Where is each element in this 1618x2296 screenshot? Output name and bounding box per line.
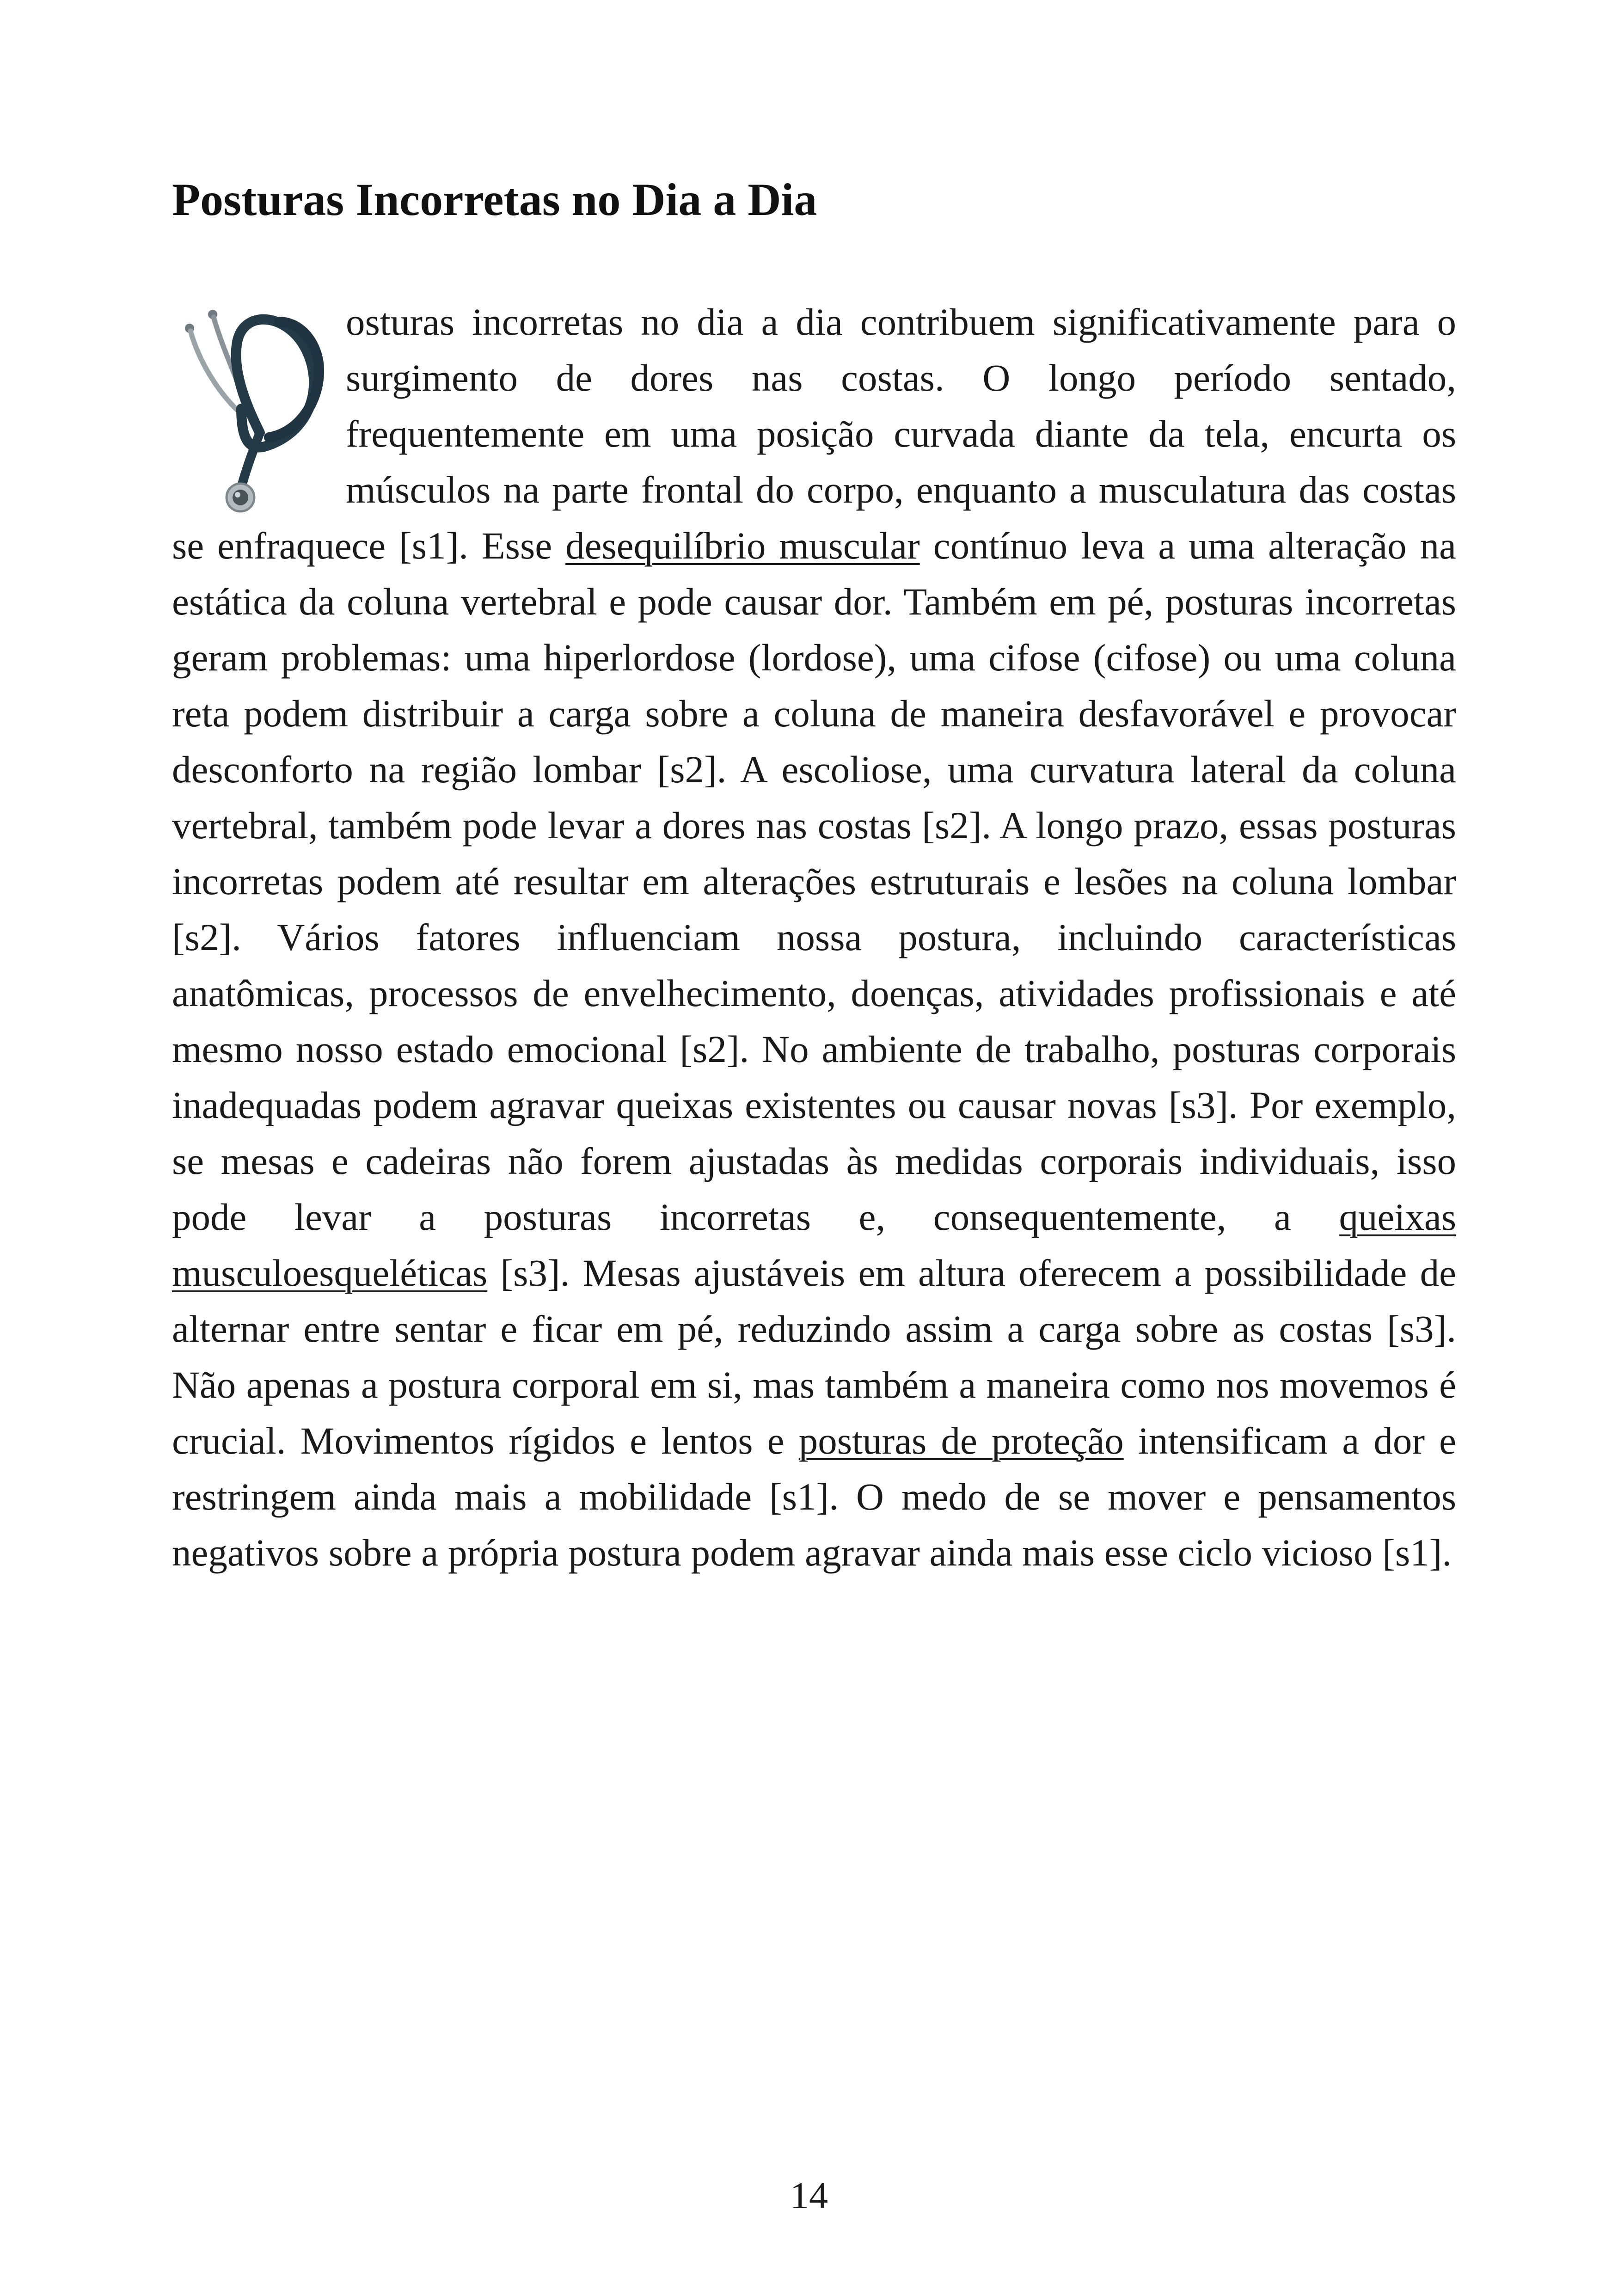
body-text-segment: osturas incorretas no dia a dia contribuem significativamente para o surgimento de dores nas costas. O longo período sentado, frequentemente em uma posição curvada diante da tela, encurta os músculos na parte frontal do corpo, enquanto a musculatura das costas se enfraquece [s1]. Esse xyxy=(172,301,1456,567)
body-paragraph xyxy=(172,294,1456,1581)
body-text-segment: [s3]. Mesas ajustáveis em altura oferecem a possibilidade de alternar entre sentar e ficar em pé, reduzindo assim a carga sobre as costas [s3]. Não apenas a postura corporal em si, mas também a maneira como nos movemos é crucial. Movimentos rígidos e lentos e xyxy=(172,1252,1456,1462)
term-link-posturas-de-protecao[interactable]: posturas de proteção xyxy=(798,1419,1124,1462)
page-title: Posturas Incorretas no Dia a Dia xyxy=(172,174,817,225)
page-number: 14 xyxy=(790,2174,828,2216)
body-text-segment: contínuo leva a uma alteração na estática da coluna vertebral e pode causar dor. Também em pé, posturas incorretas geram problemas: uma hiperlordose (lordose), uma cifose (cifose) ou uma coluna reta podem distribuir a carga sobre a coluna de maneira desfavorável e provocar desconforto na região lombar [s2]. A escoliose, uma curvatura lateral da coluna vertebral, também pode levar a dores nas costas [s2]. A longo prazo, essas posturas incorretas podem até resultar em alterações estruturais e lesões na coluna lombar [s2]. Vários fatores influenciam nossa postura, incluindo características anatômicas, processos de envelhecimento, doenças, atividades profissionais e até mesmo nosso estado emocional [s2]. No ambiente de trabalho, posturas corporais inadequadas podem agravar queixas existentes ou causar novas [s3]. Por exemplo, se mesas e cadeiras não forem ajustadas às medidas corporais individuais, isso pode levar a posturas incorretas e, consequentemente, a xyxy=(172,524,1456,1238)
stethoscope-icon xyxy=(172,294,328,518)
term-link-desequilibrio-muscular[interactable]: desequilíbrio muscular xyxy=(565,524,920,567)
term-link-queixas-musculoesqueleticas[interactable]: queixas musculoesqueléticas xyxy=(172,1196,1456,1294)
body-text-segment: intensificam a dor e restringem ainda mais a mobilidade [s1]. O medo de se mover e pensamentos negativos sobre a própria postura podem agravar ainda mais esse ciclo vicioso [s1]. xyxy=(172,1419,1456,1574)
